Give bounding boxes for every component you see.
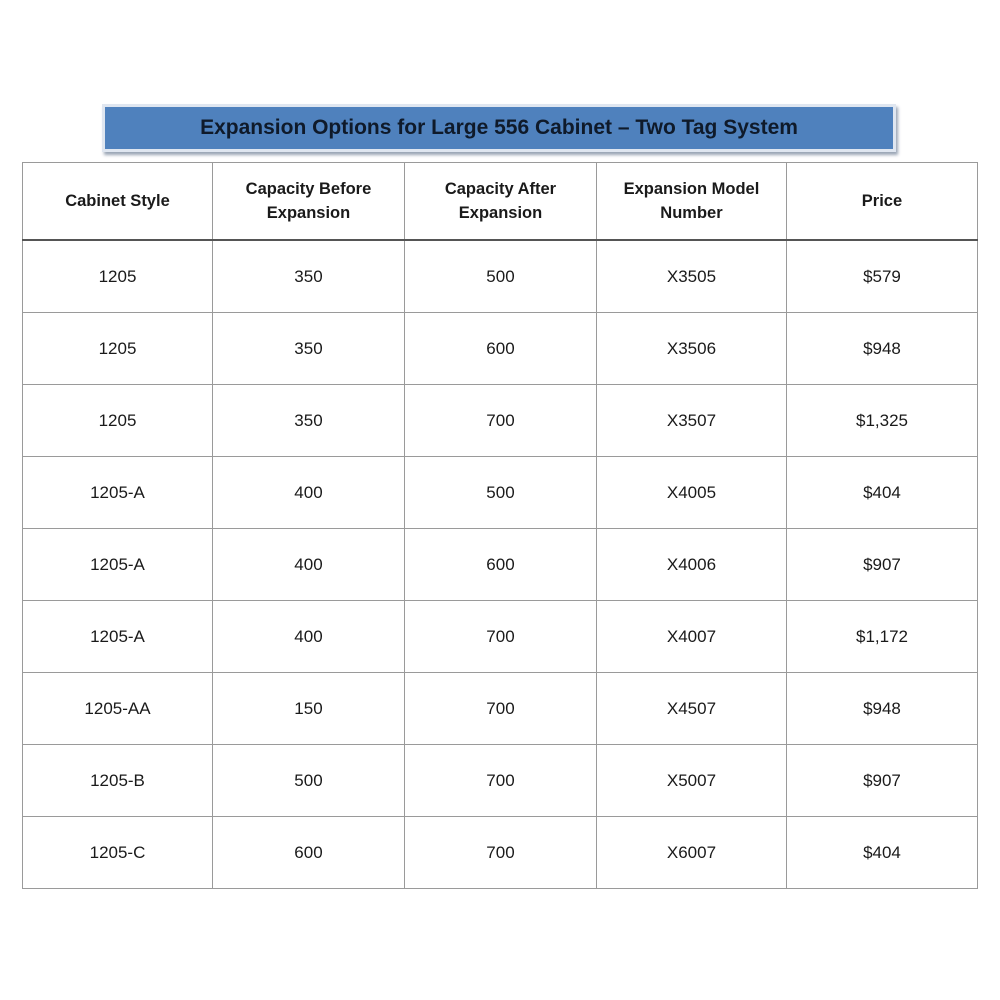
model-number-cell: X3507: [596, 385, 786, 457]
table-row: [23, 817, 978, 889]
capacity-before-cell: 400: [212, 529, 404, 601]
capacity-before-cell: 500: [212, 745, 404, 817]
expansion-options-table: [22, 162, 978, 889]
capacity-before-cell: 400: [212, 457, 404, 529]
model-number-cell: X4507: [596, 673, 786, 745]
model-number-cell: X6007: [596, 817, 786, 889]
price-cell: $1,325: [786, 385, 977, 457]
capacity-after-cell: 600: [404, 529, 596, 601]
cabinet-style-cell: 1205-A: [23, 457, 213, 529]
model-number-cell: X5007: [596, 745, 786, 817]
model-number-cell: X3506: [596, 313, 786, 385]
capacity-before-cell: 400: [212, 601, 404, 673]
price-cell: $907: [786, 529, 977, 601]
capacity-before-cell: 350: [212, 385, 404, 457]
model-number-cell: X3505: [596, 240, 786, 313]
price-cell: $907: [786, 745, 977, 817]
header-price: Price: [786, 163, 977, 241]
table-body: [23, 240, 978, 889]
price-cell: $404: [786, 457, 977, 529]
capacity-before-cell: 600: [212, 817, 404, 889]
table-row: [23, 529, 978, 601]
capacity-after-cell: 600: [404, 313, 596, 385]
table-row: [23, 313, 978, 385]
table-row: [23, 673, 978, 745]
header-capacity-before: Capacity Before Expansion: [212, 163, 404, 241]
cabinet-style-cell: 1205: [23, 385, 213, 457]
capacity-after-cell: 700: [404, 601, 596, 673]
model-number-cell: X4007: [596, 601, 786, 673]
cabinet-style-cell: 1205-B: [23, 745, 213, 817]
cabinet-style-cell: 1205-C: [23, 817, 213, 889]
table-row: [23, 601, 978, 673]
capacity-after-cell: 700: [404, 745, 596, 817]
title-banner: [102, 104, 896, 152]
price-cell: $404: [786, 817, 977, 889]
capacity-after-cell: 500: [404, 457, 596, 529]
capacity-after-cell: 700: [404, 385, 596, 457]
header-capacity-after: Capacity After Expansion: [404, 163, 596, 241]
header-expansion-model: Expansion Model Number: [596, 163, 786, 241]
cabinet-style-cell: 1205: [23, 313, 213, 385]
header-row: [23, 163, 978, 241]
table-row: [23, 745, 978, 817]
table-row: [23, 240, 978, 313]
price-cell: $948: [786, 313, 977, 385]
page-title: Expansion Options for Large 556 Cabinet – Two Tag System: [200, 116, 798, 139]
table-row: [23, 385, 978, 457]
cabinet-style-cell: 1205: [23, 240, 213, 313]
capacity-before-cell: 350: [212, 313, 404, 385]
cabinet-style-cell: 1205-A: [23, 601, 213, 673]
model-number-cell: X4006: [596, 529, 786, 601]
price-cell: $1,172: [786, 601, 977, 673]
capacity-before-cell: 350: [212, 240, 404, 313]
cabinet-style-cell: 1205-A: [23, 529, 213, 601]
capacity-after-cell: 500: [404, 240, 596, 313]
capacity-after-cell: 700: [404, 817, 596, 889]
model-number-cell: X4005: [596, 457, 786, 529]
capacity-after-cell: 700: [404, 673, 596, 745]
header-cabinet-style: Cabinet Style: [23, 163, 213, 241]
price-cell: $948: [786, 673, 977, 745]
cabinet-style-cell: 1205-AA: [23, 673, 213, 745]
table-row: [23, 457, 978, 529]
price-cell: $579: [786, 240, 977, 313]
capacity-before-cell: 150: [212, 673, 404, 745]
